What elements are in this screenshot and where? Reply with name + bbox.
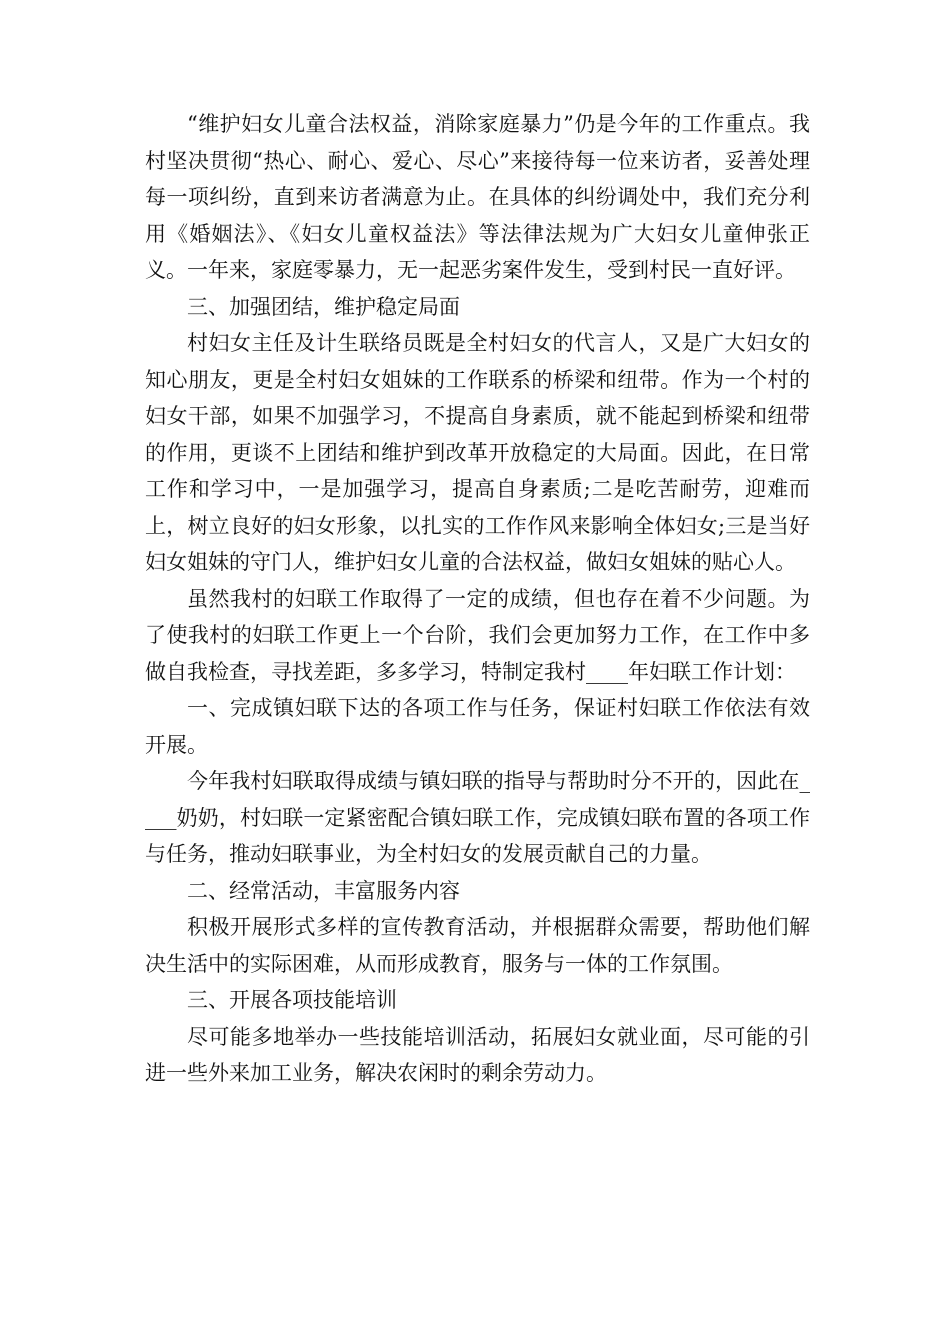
- heading-skills-training: 三、开展各项技能培训: [187, 988, 397, 1012]
- heading-strengthen-unity: 三、加强团结，维护稳定局面: [187, 294, 460, 319]
- paragraph-task-one: 一、完成镇妇联下达的各项工作与任务，保证村妇联工作依法有效开展。: [145, 696, 810, 757]
- paragraph-education-activities: 积极开展形式多样的宣传教育活动，并根据群众需要，帮助他们解决生活中的实际困难，从而形成教育，服务与一体的工作氛围。: [145, 915, 810, 976]
- paragraph-cooperation: 今年我村妇联取得成绩与镇妇联的指导与帮助时分不开的，因此在____奶奶，村妇联一定紧密配合镇妇联工作，完成镇妇联布置的各项工作与任务，推动妇联事业，为全村妇女的发展贡献自己的力量。: [145, 769, 810, 866]
- paragraph-training-details: 尽可能多地举办一些技能培训活动，拓展妇女就业面，尽可能的引进一些外来加工业务，解决农闲时的剩余劳动力。: [145, 1024, 810, 1085]
- heading-regular-activities: 二、经常活动，丰富服务内容: [187, 878, 460, 903]
- paragraph-protect-rights: “维护妇女儿童合法权益，消除家庭暴力”仍是今年的工作重点。我村坚决贯彻“热心、耐心、爱心、尽心”来接待每一位来访者，妥善处理每一项纠纷，直到来访者满意为止。在具体的纠纷调处中，我们充分利用《婚姻法》、《妇女儿童权益法》等法律法规为广大妇女儿童伸张正义。一年来，家庭零暴力，无一起恶劣案件发生，受到村民一直好评。: [145, 112, 810, 282]
- document-body: [145, 106, 810, 1092]
- paragraph-problems-plan: 虽然我村的妇联工作取得了一定的成绩，但也存在着不少问题。为了使我村的妇联工作更上一个台阶，我们会更加努力工作，在工作中多做自我检查，寻找差距，多多学习，特制定我村____年妇联工作计划：: [145, 586, 810, 684]
- paragraph-women-director: 村妇女主任及计生联络员既是全村妇女的代言人，又是广大妇女的知心朋友，更是全村妇女姐妹的工作联系的桥梁和纽带。作为一个村的妇女干部，如果不加强学习，不提高自身素质，就不能起到桥梁和纽带的作用，更谈不上团结和维护到改革开放稳定的大局面。因此，在日常工作和学习中，一是加强学习，提高自身素质;二是吃苦耐劳，迎难而上，树立良好的妇女形象，以扎实的工作作风来影响全体妇女;三是当好妇女姐妹的守门人，维护妇女儿童的合法权益，做妇女姐妹的贴心人。: [145, 331, 810, 574]
